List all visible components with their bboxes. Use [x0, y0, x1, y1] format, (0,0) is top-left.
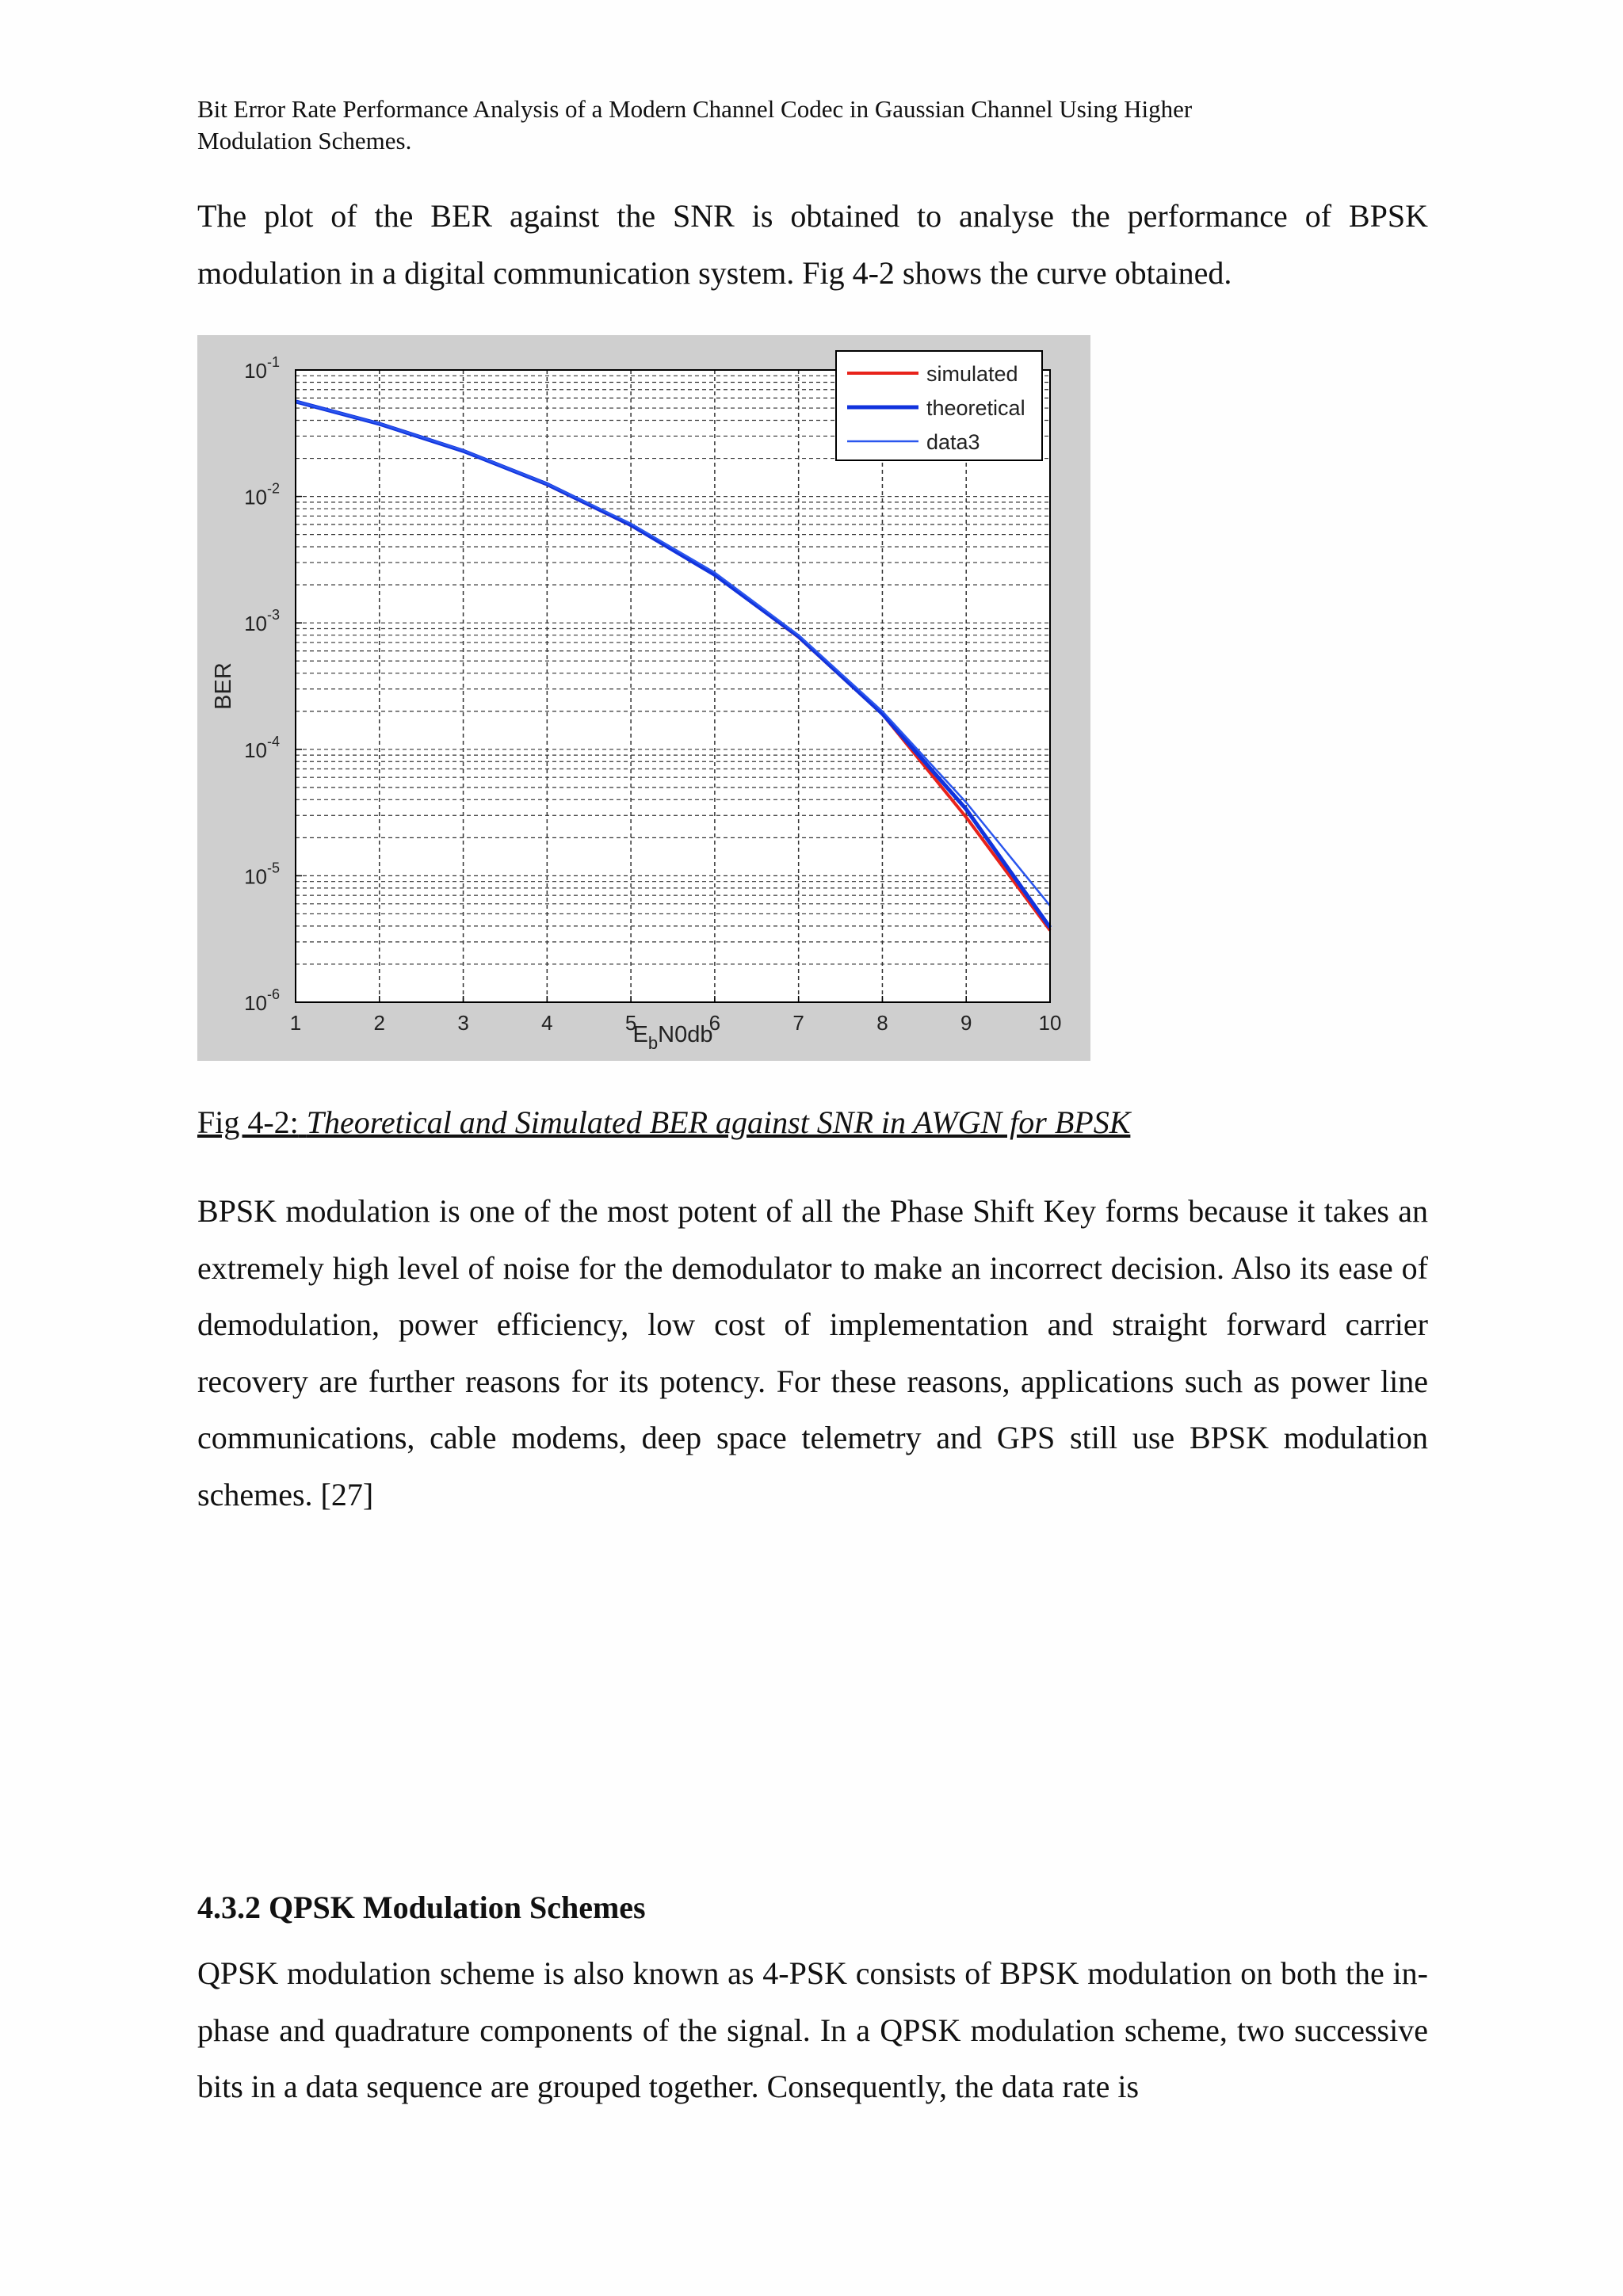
y-axis-label: BER: [211, 662, 236, 710]
y-tick-label: $10^{-1}$: [244, 354, 280, 383]
y-tick-label: $10^{-3}$: [244, 607, 280, 636]
legend-label-theoretical: theoretical: [926, 396, 1025, 420]
ber-figure: [197, 335, 1090, 1061]
x-tick-label: 4: [541, 1011, 553, 1035]
x-tick-label: 10: [1038, 1011, 1062, 1035]
running-header: [197, 93, 1434, 157]
bpsk-paragraph: BPSK modulation is one of the most potent of all the Phase Shift Key forms because it takes an extremely high level of noise for the demodulator to make an incorrect decision. Also its ease of demodulation, power efficiency, low cost of implementation and straight forward carrier recovery are further reasons for its potency. For these reasons, applications such as power line communications, cable modems, deep space telemetry and GPS still use BPSK modulation schemes. [27]: [197, 1193, 1428, 1512]
running-header-line-2: Modulation Schemes.: [197, 127, 412, 154]
x-tick-label: 2: [373, 1011, 386, 1035]
intro-paragraph: The plot of the BER against the SNR is obtained to analyse the performance of BPSK modulation in a digital communication system. Fig 4-2 shows the curve obtained.: [197, 198, 1428, 291]
caption-text: Theoretical and Simulated BER against SNR in AWGN for BPSK: [306, 1104, 1131, 1140]
x-tick-label: 3: [457, 1011, 469, 1035]
figure-caption: [197, 1103, 1130, 1142]
qpsk-paragraph: QPSK modulation scheme is also known as 4-PSK consists of BPSK modulation on both the in-phase and quadrature components of the signal. In a QPSK modulation scheme, two successive bits in a data sequence are grouped together. Consequently, the data rate is: [197, 1955, 1428, 2104]
x-axis-label: $E_bN0db$: [632, 1022, 713, 1053]
x-tick-label: 9: [960, 1011, 972, 1035]
y-tick-label: $10^{-4}$: [244, 733, 280, 762]
ber-chart: [197, 335, 1090, 1061]
running-header-line-1: Bit Error Rate Performance Analysis of a Modern Channel Codec in Gaussian Channel Using Higher: [197, 95, 1193, 123]
x-tick-label: 1: [289, 1011, 302, 1035]
legend-label-simulated: simulated: [926, 362, 1018, 386]
section-heading: 4.3.2 QPSK Modulation Schemes: [197, 1890, 646, 1925]
y-tick-label: $10^{-5}$: [244, 860, 280, 889]
x-tick-label: 7: [792, 1011, 804, 1035]
x-tick-label: 8: [876, 1011, 888, 1035]
legend-label-data3: data3: [926, 430, 980, 454]
x-tick-label: 5: [624, 1011, 637, 1035]
y-tick-label: $10^{-2}$: [244, 480, 280, 509]
legend: [836, 351, 1042, 460]
plot-area: [296, 370, 1050, 1002]
caption-label: Fig 4-2:: [197, 1104, 299, 1140]
y-tick-label: $10^{-6}$: [244, 986, 280, 1015]
x-tick-label: 6: [708, 1011, 721, 1035]
